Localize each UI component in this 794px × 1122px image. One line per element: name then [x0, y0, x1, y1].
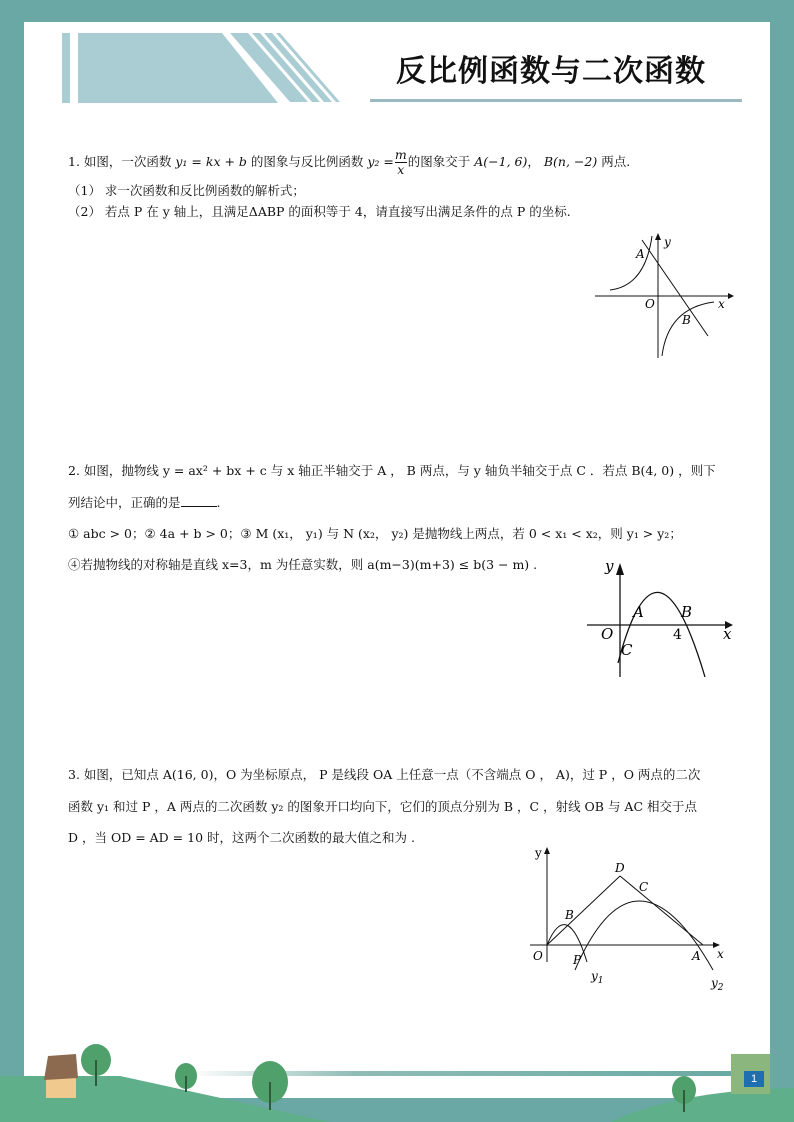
text: 两点. [597, 154, 631, 169]
label-x: x [723, 625, 732, 643]
label-d: D [615, 861, 625, 875]
question-1-part-2: （2） 若点 P 在 y 轴上，且满足ΔABP 的面积等于 4，请直接写出满足条件的点 P 的坐标. [68, 204, 571, 219]
label-x: x [718, 297, 725, 311]
text: 1. 如图，一次函数 [68, 154, 176, 169]
question-3-line-3: D ，当 OD = AD = 10 时，这两个二次函数的最大值之和为 . [68, 830, 415, 845]
answer-blank [181, 506, 217, 507]
formula: y₁ = kx + b [175, 154, 247, 169]
fraction [395, 148, 407, 177]
figure-3 [525, 842, 740, 992]
label-b: B [565, 908, 574, 922]
label-c: C [639, 880, 649, 894]
footer-landscape [0, 1030, 794, 1122]
label-c: C [621, 641, 633, 659]
header-underline [370, 99, 742, 102]
numerator: m [394, 147, 407, 162]
label-x: x [717, 947, 724, 961]
label-4: 4 [673, 627, 682, 643]
label-o: O [533, 949, 543, 963]
label-b: B [682, 313, 691, 327]
label-o: O [645, 297, 655, 311]
page-title: 反比例函数与二次函数 [396, 54, 706, 89]
label-a: A [636, 247, 645, 261]
text: 列结论中，正确的是 [68, 495, 181, 510]
question-3-line-1: 3. 如图，已知点 A(16, 0)，O 为坐标原点， P 是线段 OA 上任意一点（不含端点 O ， A)，过 P ，O 两点的二次 [68, 767, 701, 782]
page-number: 1 [744, 1071, 764, 1087]
label-y: y [605, 557, 614, 575]
label-b: B [681, 603, 693, 621]
label-o: O [601, 625, 614, 643]
text: 的图象交于 [407, 154, 475, 169]
question-3-line-2: 函数 y₁ 和过 P ，A 两点的二次函数 y₂ 的图象开口均向下，它们的顶点分别为 B ，C ，射线 OB 与 AC 相交于点 [68, 799, 697, 814]
denominator: x [397, 162, 405, 177]
question-2-line-3: ① abc > 0；② 4a + b > 0；③ M (x₁， y₁) 与 N (x₂， y₂) 是抛物线上两点，若 0 < x₁ < x₂，则 y₁ > y₂； [68, 526, 682, 541]
text: . [216, 495, 221, 510]
text: ， [527, 154, 544, 169]
formula: y₂ = [367, 154, 394, 169]
label-y: y [664, 235, 671, 249]
label-y2: $y_2$ [711, 976, 724, 992]
label-p: P [573, 953, 582, 967]
question-2-line-1: 2. 如图，抛物线 y = ax² + bx + c 与 x 轴正半轴交于 A ， B 两点，与 y 轴负半轴交于点 C ．若点 B(4, 0) ，则下 [68, 463, 716, 478]
header-decor [62, 33, 70, 103]
point-b: B(n, −2) [543, 154, 598, 169]
label-y1: $y_1$ [591, 969, 604, 986]
question-2-line-2 [68, 494, 221, 512]
tree-icon [175, 1063, 197, 1092]
label-a: A [633, 603, 644, 621]
figure-2 [585, 555, 740, 680]
question-1-part-1: （1） 求一次函数和反比例函数的解析式； [68, 183, 305, 198]
label-y: y [535, 846, 542, 860]
point-a: A(−1, 6) [474, 154, 528, 169]
header-stripes [200, 30, 400, 105]
text: 的图象与反比例函数 [246, 154, 368, 169]
label-a: A [692, 949, 701, 963]
question-2-line-4: ④若抛物线的对称轴是直线 x=3，m 为任意实数，则 a(m−3)(m+3) ≤ b(3 − m) . [68, 557, 538, 572]
figure-1 [590, 228, 735, 363]
question-1-stem [68, 148, 630, 177]
